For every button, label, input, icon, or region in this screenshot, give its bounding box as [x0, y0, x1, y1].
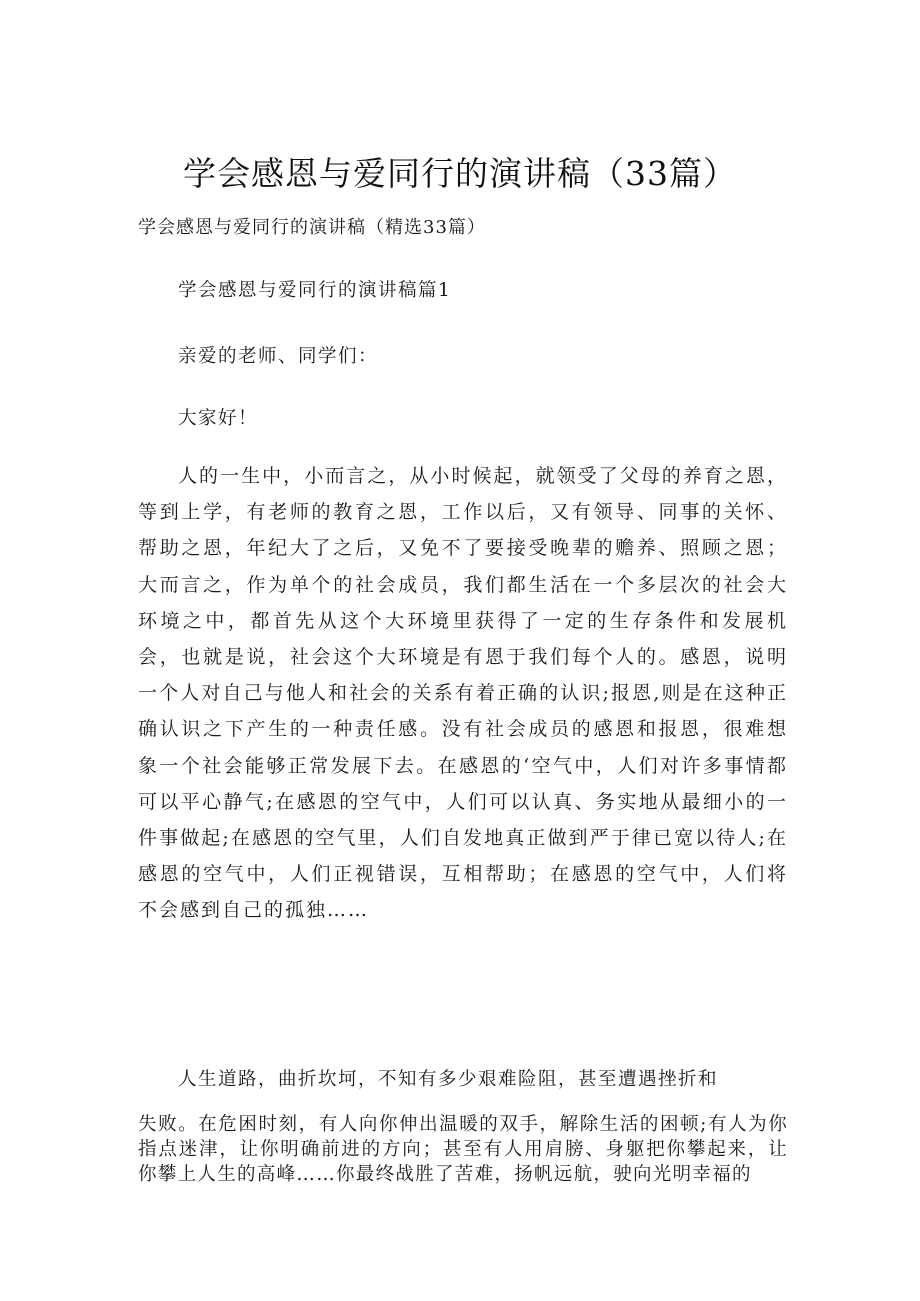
paragraph-1: 人的一生中，小而言之，从小时候起，就领受了父母的养育之恩，等到上学，有老师的教育之恩，工作以后，又有领导、同事的关怀、帮助之恩，年纪大了之后，又免不了要接受晚辈的赡养、照顾之恩；大而言之，作为单个的社会成员，我们都生活在一个多层次的社会大环境之中，都首先从这个大环境里获得了一定的生存条件和发展机会，也就是说，社会这个大环境是有恩于我们每个人的。感恩，说明一个人对自己与他人和社会的关系有着正确的认识;报恩,则是在这种正确认识之下产生的一种责任感。没有社会成员的感恩和报恩，很难想象一个社会能够正常发展下去。在感恩的‘空气中，人们对许多事情都可以平心静气;在感恩的空气中，人们可以认真、务实地从最细小的一件事做起;在感恩的空气里，人们自发地真正做到严于律已宽以待人;在感恩的空气中，人们正视错误，互相帮助；在感恩的空气中，人们将不会感到自己的孤独……: [138, 465, 788, 922]
paragraph-2-first-line: 人生道路，曲折坎坷，不知有多少艰难险阻，甚至遭遇挫折和: [178, 1069, 719, 1090]
document-title: 学会感恩与爱同行的演讲稿（33篇）: [183, 154, 737, 193]
document-subtitle: 学会感恩与爱同行的演讲稿（精选33篇）: [138, 217, 486, 238]
greeting: 大家好！: [178, 408, 259, 429]
section-heading: 学会感恩与爱同行的演讲稿篇1: [178, 280, 452, 301]
paragraph-2-continuation: 失败。在危困时刻，有人向你伸出温暖的双手，解除生活的困顿;有人为你指点迷津，让你明确前进的方向；甚至有人用肩膀、身躯把你攀起来，让你攀上人生的高峰……你最终战胜了苦难，扬帆远航，驶向光明幸福的: [138, 1114, 788, 1185]
salutation: 亲爱的老师、同学们：: [178, 346, 379, 367]
